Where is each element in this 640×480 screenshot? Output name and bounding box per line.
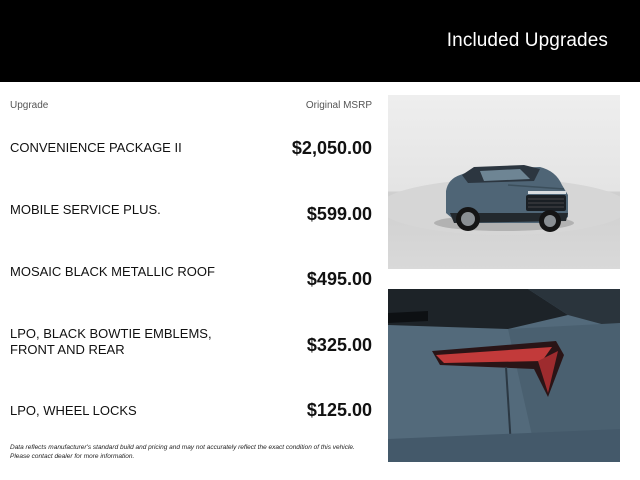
upgrade-price: $495.00 xyxy=(306,269,372,289)
upgrade-name xyxy=(10,326,212,358)
upgrade-price: $325.00 xyxy=(306,335,372,355)
page-title: Included Upgrades xyxy=(446,30,608,51)
disclaimer-line-1: Data reflects manufacturer's standard build and pricing and may not accurately reflect the exact condition of this vehicle. xyxy=(10,444,355,451)
upgrade-name: MOSAIC BLACK METALLIC ROOF xyxy=(10,264,215,279)
upgrade-price: $125.00 xyxy=(306,400,372,420)
header-bar xyxy=(0,0,640,82)
upgrade-row xyxy=(0,400,372,427)
upgrade-name-line-2: FRONT AND REAR xyxy=(10,342,125,357)
disclaimer-line-2: Please contact dealer for more information. xyxy=(10,453,135,460)
upgrade-name: CONVENIENCE PACKAGE II xyxy=(10,140,182,155)
upgrade-name: LPO, WHEEL LOCKS xyxy=(10,403,137,418)
upgrade-row xyxy=(0,202,372,230)
vehicle-taillight-photo xyxy=(388,289,620,462)
upgrade-row xyxy=(0,138,372,166)
vehicle-front-photo xyxy=(388,95,620,269)
upgrade-name: MOBILE SERVICE PLUS. xyxy=(10,202,161,217)
msrp-column-header: Original MSRP xyxy=(305,100,372,111)
upgrade-name-line-1: LPO, BLACK BOWTIE EMBLEMS, xyxy=(10,326,212,341)
upgrade-column-header: Upgrade xyxy=(10,100,49,111)
upgrade-row xyxy=(0,264,372,292)
upgrade-price: $599.00 xyxy=(306,204,372,224)
disclaimer xyxy=(10,443,380,461)
upgrade-row xyxy=(0,326,372,360)
upgrade-price: $2,050.00 xyxy=(291,138,372,158)
